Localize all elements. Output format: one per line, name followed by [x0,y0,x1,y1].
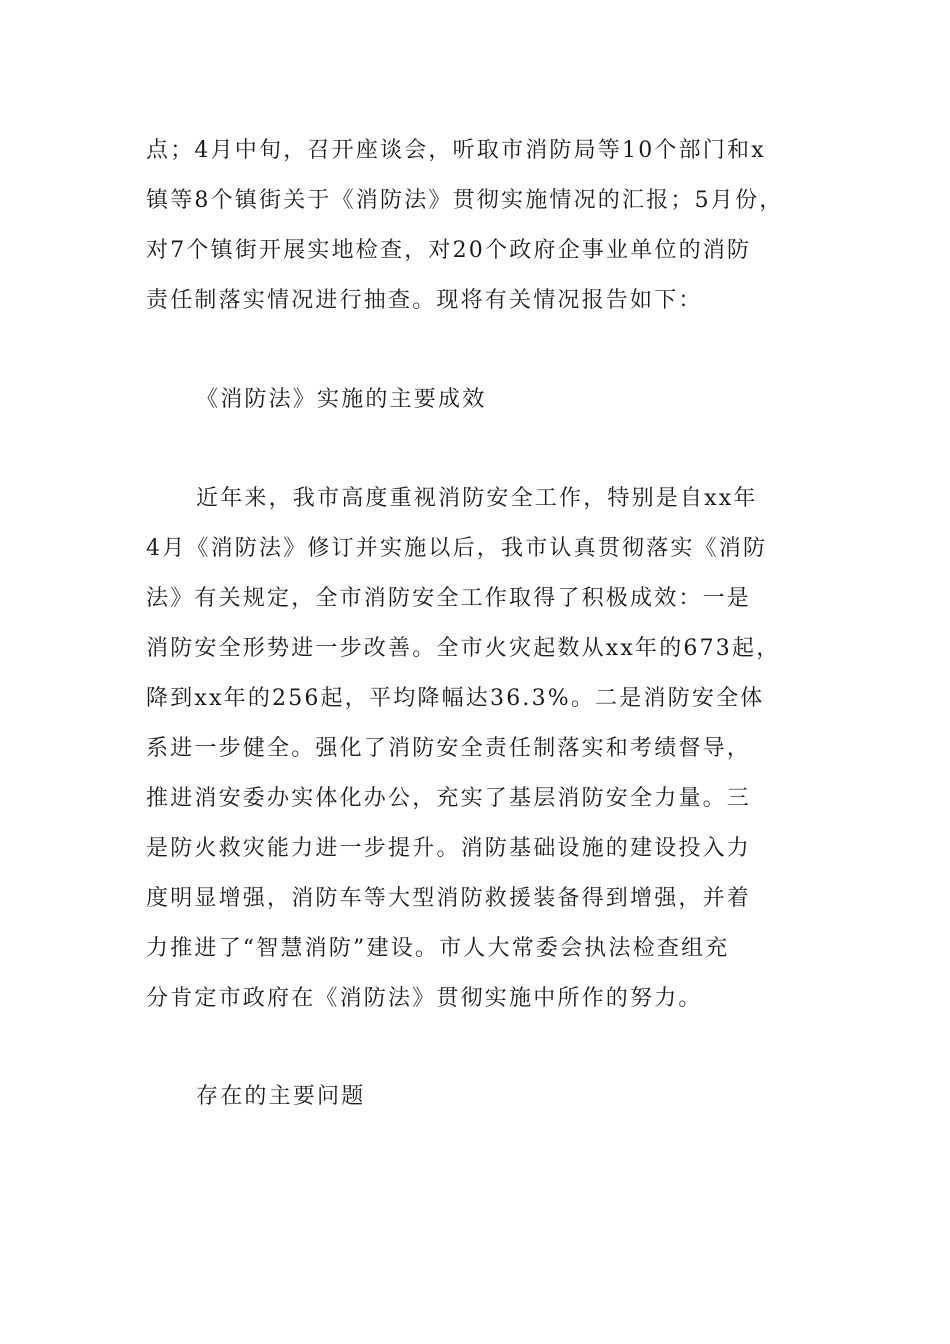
body-line-10: 力推进了“智慧消防”建设。市人大常委会执法检查组充 [146,936,730,961]
body-line-7: 推进消安委办实体化办公，充实了基层消防安全力量。三 [146,786,752,811]
body-line-9: 度明显增强，消防车等大型消防救援装备得到增强，并着 [146,886,752,911]
intro-line-3: 对7个镇街开展实地检查，对20个政府企事业单位的消防 [146,238,752,263]
body-line-11: 分肯定市政府在《消防法》贯彻实施中所作的努力。 [146,986,703,1011]
intro-line-1: 点；4月中旬，召开座谈会，听取市消防局等10个部门和x [146,138,766,163]
body-line-6: 系进一步健全。强化了消防安全责任制落实和考绩督导， [146,736,752,761]
body-line-2: 4月《消防法》修订并实施以后，我市认真贯彻落实《消防 [146,536,768,561]
body-line-4: 消防安全形势进一步改善。全市火灾起数从xx年的673起， [146,636,781,661]
body-line-8: 是防火救灾能力进一步提升。消防基础设施的建设投入力 [146,836,752,861]
section-heading-achievements: 《消防法》实施的主要成效 [196,387,487,412]
body-line-3: 法》有关规定，全市消防安全工作取得了积极成效：一是 [146,586,752,611]
body-line-5: 降到xx年的256起，平均降幅达36.3%。二是消防安全体 [146,686,765,711]
section-heading-problems: 存在的主要问题 [196,1084,366,1109]
intro-line-4: 责任制落实情况进行抽查。现将有关情况报告如下： [146,288,703,313]
body-line-1: 近年来，我市高度重视消防安全工作，特别是自xx年 [196,486,758,511]
intro-line-2: 镇等8个镇街关于《消防法》贯彻实施情况的汇报；5月份， [146,188,784,213]
